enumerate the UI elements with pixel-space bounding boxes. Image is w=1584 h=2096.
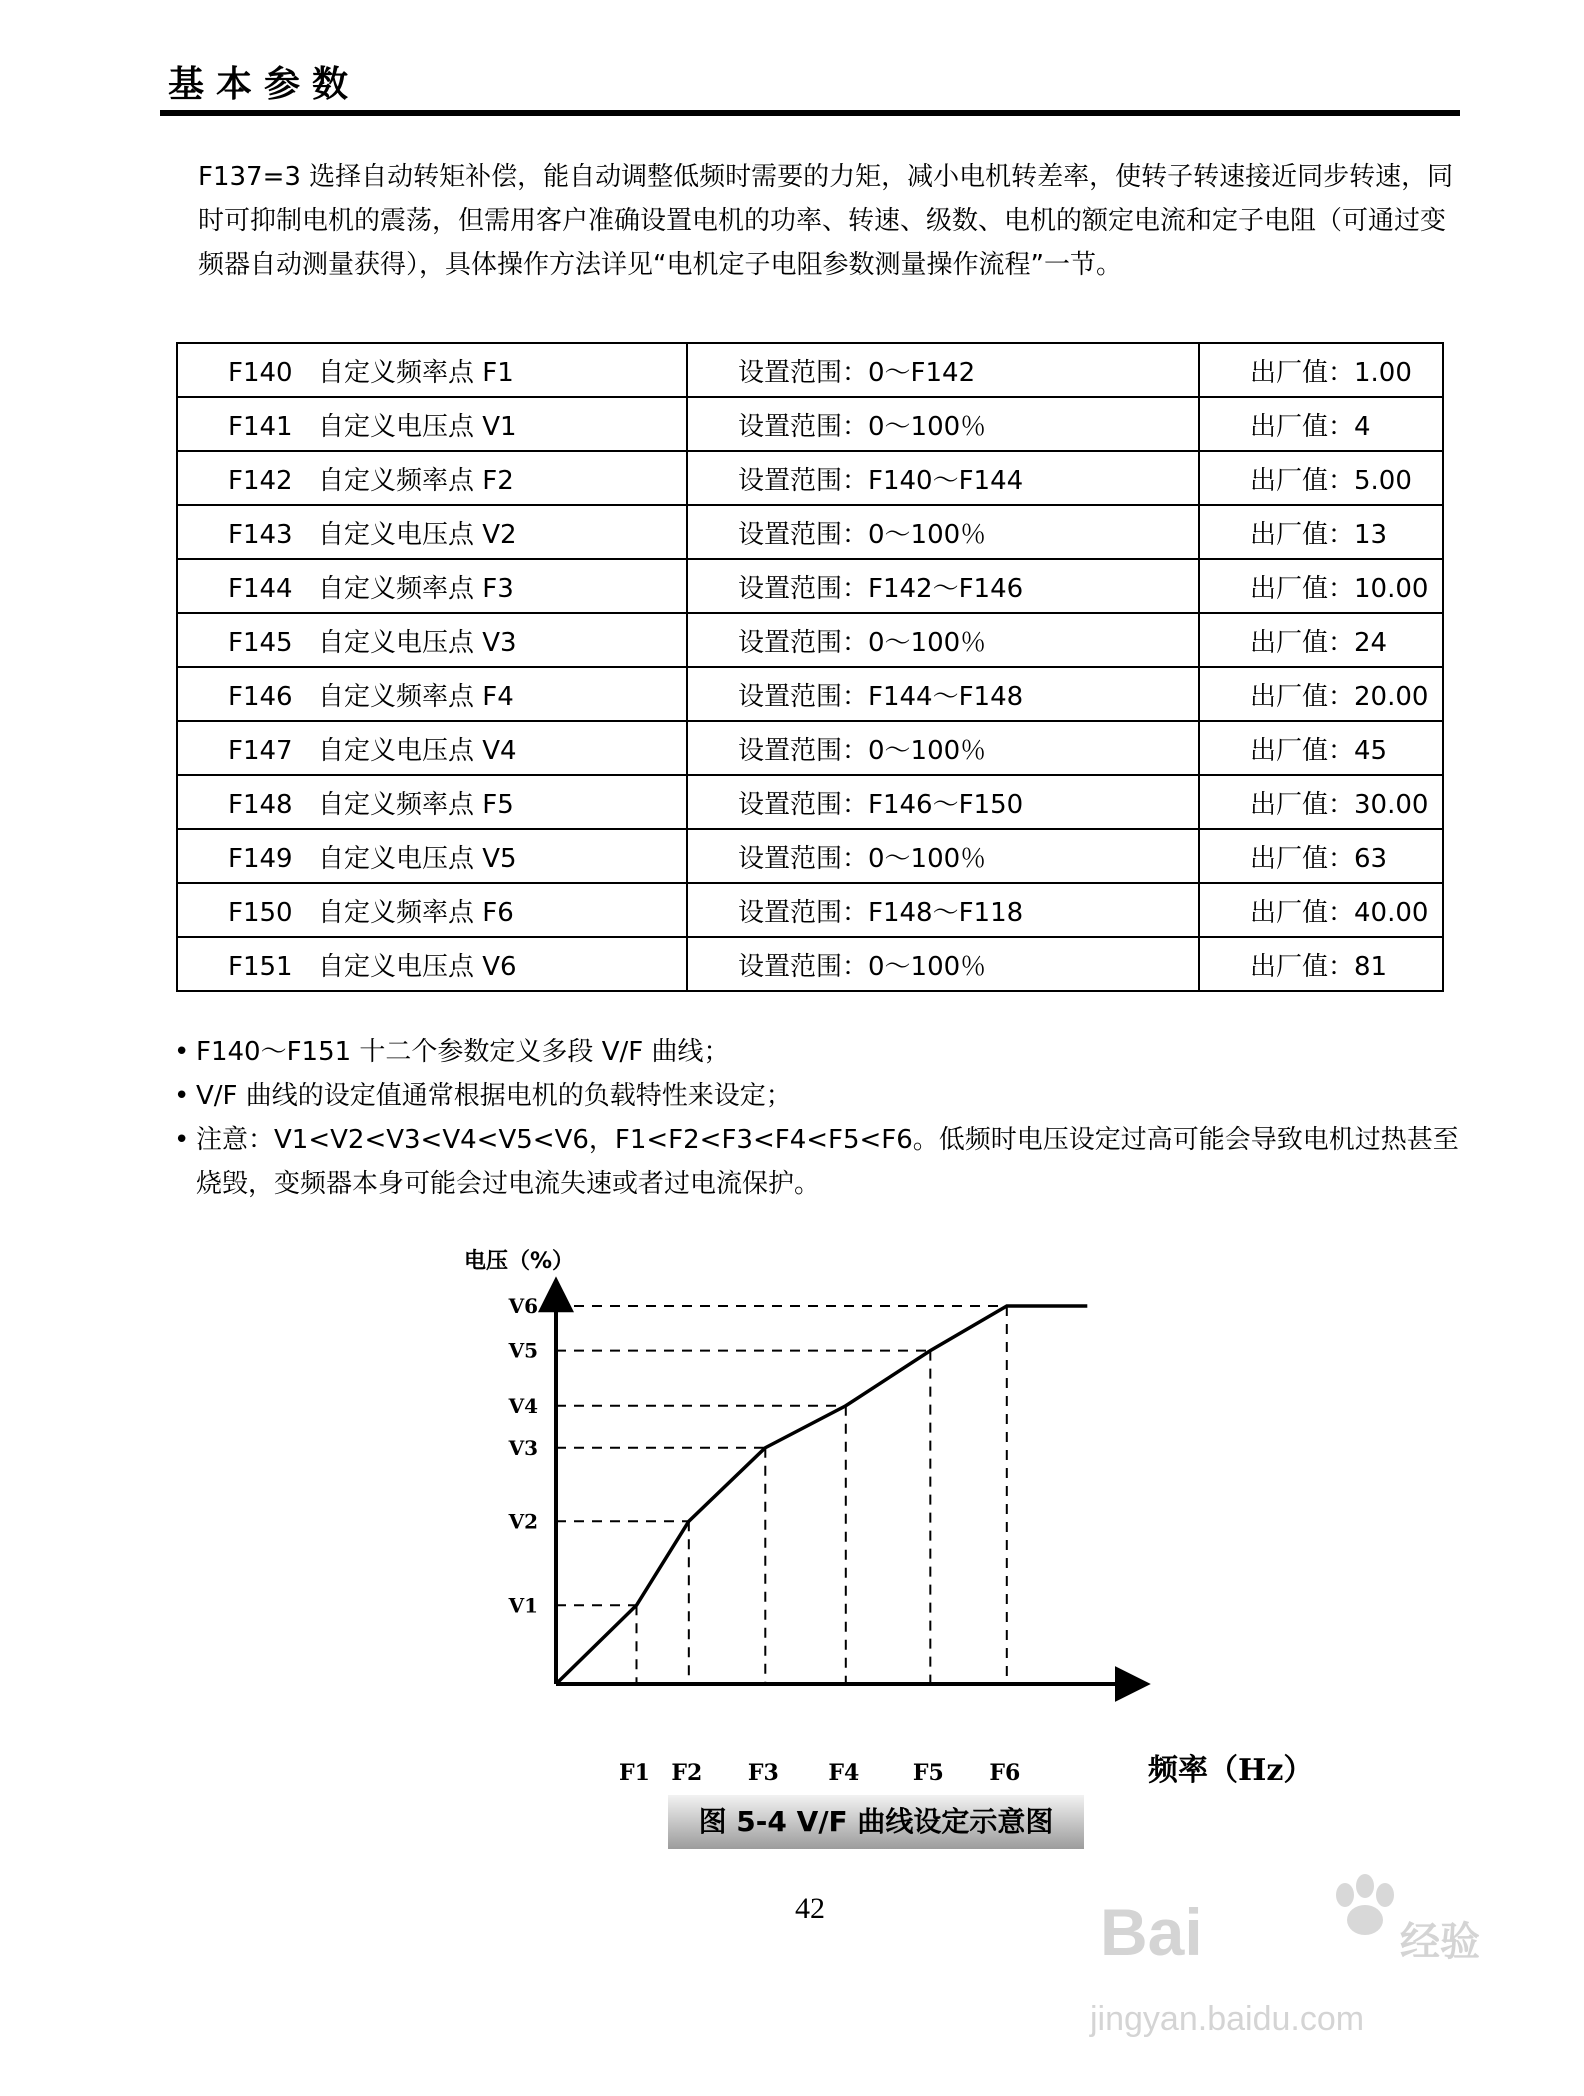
param-name: 自定义电压点 V4: [318, 735, 517, 766]
y-tick-label: V5: [508, 1338, 538, 1363]
param-name: 自定义频率点 F5: [318, 789, 514, 820]
param-code: F142: [228, 465, 293, 496]
param-default: 出厂值：40.00: [1199, 883, 1443, 937]
svg-text:du: du: [1310, 1925, 1359, 1969]
param-name: 自定义频率点 F2: [318, 465, 514, 496]
param-range: 设置范围：F140～F144: [687, 451, 1199, 505]
param-name: 自定义电压点 V3: [318, 627, 517, 658]
param-range: 设置范围：0～100％: [687, 397, 1199, 451]
y-tick-label: V1: [508, 1593, 538, 1618]
figure-caption: 图 5-4 V/F 曲线设定示意图: [668, 1795, 1084, 1849]
param-range: 设置范围：F144～F148: [687, 667, 1199, 721]
param-range: 设置范围：0～100％: [687, 829, 1199, 883]
svg-text:经验: 经验: [1400, 1919, 1480, 1965]
param-default: 出厂值：30.00: [1199, 775, 1443, 829]
param-name: 自定义频率点 F6: [318, 897, 514, 928]
param-code: F140: [228, 357, 293, 388]
x-tick-label: F2: [671, 1760, 703, 1786]
y-tick-label: V4: [508, 1393, 538, 1418]
param-default: 出厂值：45: [1199, 721, 1443, 775]
param-code: F145: [228, 627, 293, 658]
svg-text:Bai: Bai: [1100, 1895, 1203, 1969]
param-default: 出厂值：13: [1199, 505, 1443, 559]
param-code: F151: [228, 951, 293, 982]
param-name: 自定义电压点 V5: [318, 843, 517, 874]
y-tick-label: V3: [508, 1435, 538, 1460]
param-name: 自定义频率点 F4: [318, 681, 514, 712]
param-default: 出厂值：63: [1199, 829, 1443, 883]
param-name: 自定义频率点 F3: [318, 573, 514, 604]
param-default: 出厂值：10.00: [1199, 559, 1443, 613]
param-code: F141: [228, 411, 293, 442]
param-code: F147: [228, 735, 293, 766]
param-range: 设置范围：0～100％: [687, 613, 1199, 667]
param-range: 设置范围：0～100％: [687, 937, 1199, 991]
watermark-url: jingyan.baidu.com: [1090, 2000, 1365, 2038]
param-range: 设置范围：F146～F150: [687, 775, 1199, 829]
param-code: F143: [228, 519, 293, 550]
x-tick-label: F6: [989, 1760, 1021, 1786]
y-tick-label: V6: [508, 1294, 538, 1318]
intro-paragraph: F137=3 选择自动转矩补偿，能自动调整低频时需要的力矩，减小电机转差率，使转子转速接近同步转速，同时可抑制电机的震荡，但需用客户准确设置电机的功率、转速、级数、电机的额定电流和定子电阻（可通过变频器自动测量获得），具体操作方法详见“电机定子电阻参数测量操作流程”一节。: [198, 162, 1454, 280]
page-number: 42: [795, 1892, 825, 1925]
param-default: 出厂值：1.00: [1199, 343, 1443, 397]
param-range: 设置范围：0～100％: [687, 505, 1199, 559]
param-code: F148: [228, 789, 293, 820]
param-name: 自定义电压点 V6: [318, 951, 517, 982]
x-tick-label: F4: [828, 1760, 860, 1786]
note-item: • 注意：V1<V2<V3<V4<V5<V6，F1<F2<F3<F4<F5<F6。低频时电压设定过高可能会导致电机过热甚至烧毁，变频器本身可能会过电流失速或者过电流保护。: [174, 1118, 1464, 1206]
param-name: 自定义电压点 V1: [318, 411, 517, 442]
x-tick-label: F3: [747, 1760, 779, 1786]
param-default: 出厂值：20.00: [1199, 667, 1443, 721]
param-code: F149: [228, 843, 293, 874]
param-default: 出厂值：4: [1199, 397, 1443, 451]
param-code: F150: [228, 897, 293, 928]
note-item: • V/F 曲线的设定值通常根据电机的负载特性来设定；: [174, 1074, 1464, 1118]
param-default: 出厂值：24: [1199, 613, 1443, 667]
note-item: • F140～F151 十二个参数定义多段 V/F 曲线；: [174, 1030, 1464, 1074]
baidu-watermark-logo: [1100, 1860, 1480, 1980]
param-range: 设置范围：F142～F146: [687, 559, 1199, 613]
param-default: 出厂值：81: [1199, 937, 1443, 991]
y-axis-label: 电压（%）: [464, 1249, 575, 1274]
x-tick-label: F5: [912, 1760, 944, 1786]
param-range: 设置范围：0～100％: [687, 721, 1199, 775]
param-default: 出厂值：5.00: [1199, 451, 1443, 505]
param-code: F146: [228, 681, 293, 712]
x-tick-label: F1: [619, 1760, 650, 1786]
param-name: 自定义电压点 V2: [318, 519, 517, 550]
param-code: F144: [228, 573, 293, 604]
section-title: 基本参数: [168, 64, 361, 105]
param-range: 设置范围：F148～F118: [687, 883, 1199, 937]
y-tick-label: V2: [508, 1509, 538, 1534]
param-name: 自定义频率点 F1: [318, 357, 514, 388]
param-range: 设置范围：0～F142: [687, 343, 1199, 397]
x-axis-label: 频率（Hz）: [1148, 1753, 1314, 1788]
